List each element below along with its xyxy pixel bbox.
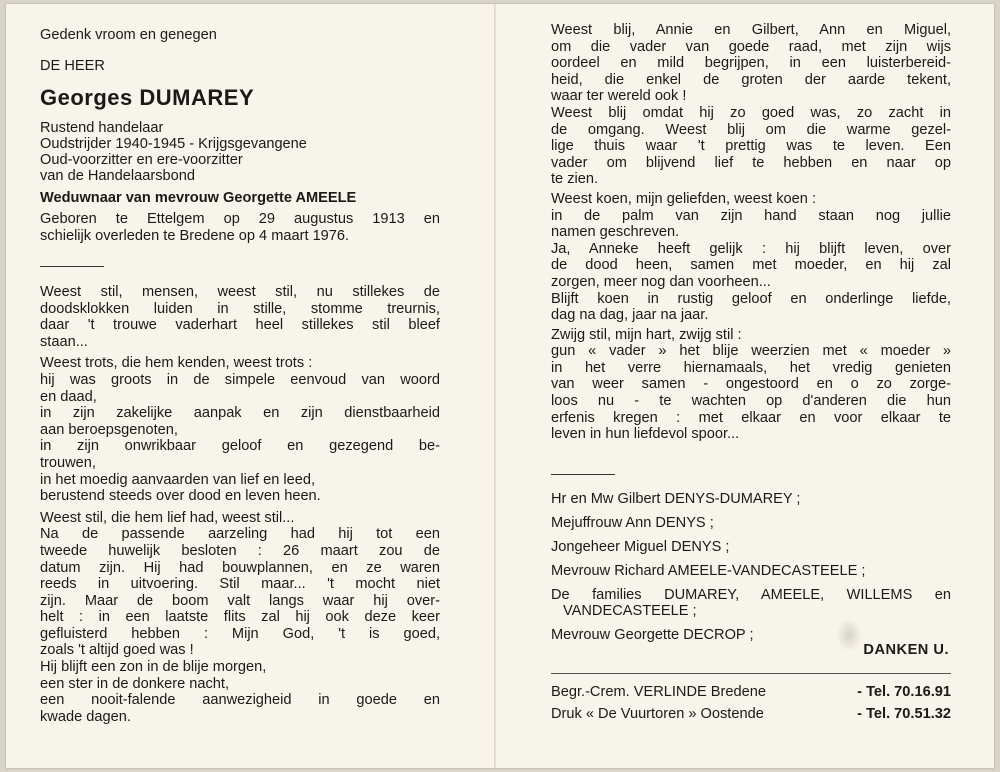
poem-line: zijn. Maar de boom valt langs waar hij over- — [40, 592, 440, 609]
poem-line: erfenis kregen : met elkaar en voor elkaar te — [551, 409, 951, 426]
footer-left — [551, 684, 766, 700]
footer-place: Oostende — [700, 706, 764, 722]
poem-line: van weer samen - ongestoord en o zo zorge- — [551, 376, 951, 393]
family-list — [551, 491, 951, 643]
footer-phone: - Tel. 70.51.32 — [857, 706, 951, 722]
poem-line: dag na dag, jaar na jaar. — [551, 307, 709, 324]
stanza — [551, 327, 951, 443]
footer-line-undertaker — [551, 684, 951, 700]
poem-line: te zien. — [551, 171, 599, 188]
widower-line: Weduwnaar van mevrouw Georgette AMEELE — [40, 190, 357, 206]
poem-line: staan... — [40, 333, 88, 350]
poem-line: in de palm van zijn hand staan nog jullie — [551, 207, 951, 224]
footer-prefix: Begr.-Crem. — [551, 684, 630, 700]
footer-company: VERLINDE — [633, 684, 707, 700]
poem-line: gun « vader » het blije weerzien met « moeder » — [551, 343, 951, 360]
poem-line: berustend steeds over dood en leven heen. — [40, 488, 321, 505]
poem-line: loos nu - te wachten op d'anderen die hun — [551, 393, 951, 410]
title-prefix: DE HEER — [40, 58, 105, 74]
left-poem — [40, 284, 440, 725]
footer-prefix: Druk — [551, 706, 582, 722]
family-line: Mejuffrouw Ann DENYS ; — [551, 515, 714, 531]
footer-rule — [551, 673, 951, 674]
poem-line: leven in hun liefdevol spoor... — [551, 426, 740, 443]
poem-line: een nooit-falende aanwezigheid in goede en — [40, 692, 440, 709]
poem-line: zorgen, meer nog dan voorheen... — [551, 273, 771, 290]
stanza — [40, 510, 440, 726]
poem-line: Weest blij omdat hij zo goed was, zo zacht in — [551, 104, 951, 121]
poem-line: namen geschreven. — [551, 224, 680, 241]
poem-line: en daad, — [40, 388, 97, 405]
right-poem — [551, 22, 951, 443]
poem-line: trouwen, — [40, 454, 96, 471]
poem-line: gefluisterd hebben : Mijn God, 't is goed, — [40, 625, 440, 642]
family-line: Mevrouw Richard AMEELE-VANDECASTEELE ; — [551, 563, 866, 579]
poem-line: Weest stil, die hem lief had, weest stil... — [40, 509, 295, 526]
poem-line: in zijn onwrikbaar geloof en gezegend be- — [40, 438, 440, 455]
stanza — [40, 355, 440, 504]
poem-line: hij was groots in de simpele eenvoud van woord — [40, 371, 440, 388]
poem-line: reeds in uitvoering. Stil maar... 't mocht niet — [40, 576, 440, 593]
poem-line: in het moedig aanvaarden van lief en leed, — [40, 471, 316, 488]
bio-line: Oudstrijder 1940-1945 - Krijgsgevangene — [40, 136, 307, 152]
poem-line: in zijn zakelijke aanpak en zijn dienstbaarheid — [40, 405, 440, 422]
poem-line: om die vader van goede raad, met zijn wijs — [551, 38, 951, 55]
poem-line: datum zijn. Hij had bouwplannen, en ze waren — [40, 559, 440, 576]
family-line: Hr en Mw Gilbert DENYS-DUMAREY ; — [551, 491, 801, 507]
poem-line: Weest blij, Annie en Gilbert, Ann en Miguel, — [551, 22, 951, 38]
poem-line: Weest stil, mensen, weest stil, nu stillekes de — [40, 284, 440, 300]
poem-line: zoals 't altijd goed was ! — [40, 642, 194, 659]
birth-line: Geboren te Ettelgem op 29 augustus 1913 en — [40, 211, 440, 227]
ink-smudge — [836, 618, 862, 652]
footer-line-printer — [551, 706, 951, 722]
poem-line: Zwijg stil, mijn hart, zwijg stil : — [551, 326, 742, 343]
poem-line: in het verre hiernamaals, het vredig genieten — [551, 359, 951, 376]
poem-line: de dood heen, samen met moeder, en hij zal — [551, 257, 951, 274]
footer-place: Bredene — [710, 684, 766, 700]
last-name: DUMAREY — [139, 85, 255, 110]
family-line: De families DUMAREY, AMEELE, WILLEMS en — [551, 587, 951, 603]
separator — [40, 266, 104, 267]
poem-line: kwade dagen. — [40, 708, 131, 725]
poem-line: Weest koen, mijn geliefden, weest koen : — [551, 190, 816, 207]
poem-line: de omgang. Weest blij om die warme gezel- — [551, 121, 951, 138]
poem-line: aan beroepsgenoten, — [40, 421, 178, 438]
first-name: Georges — [40, 85, 133, 110]
deceased-name — [40, 85, 254, 111]
footer-company: « De Vuurtoren » — [585, 706, 697, 722]
poem-line: vader om blijvend lief te hebben en naar op — [551, 154, 951, 171]
footer-phone: - Tel. 70.16.91 — [857, 684, 951, 700]
poem-line: helt : in een laatste flits zal hij ook deze keer — [40, 609, 440, 626]
stanza — [551, 191, 951, 324]
biography — [40, 120, 440, 184]
separator — [551, 474, 615, 475]
poem-line: Hij blijft een zon in de blije morgen, — [40, 659, 267, 676]
stanza — [551, 22, 951, 188]
family-line: Mevrouw Georgette DECROP ; — [551, 627, 754, 643]
family-line: VANDECASTEELE ; — [563, 603, 697, 619]
poem-line: Ja, Anneke heeft gelijk : hij blijft leven, over — [551, 240, 951, 257]
poem-line: lige thuis waar 't prettig was te leven. Een — [551, 138, 951, 155]
thanks-line: DANKEN U. — [863, 642, 949, 658]
poem-line: oordeel en mild begrijpen, in een luisterbereid- — [551, 55, 951, 72]
death-line: schielijk overleden te Bredene op 4 maart 1976. — [40, 228, 350, 244]
poem-line: heid, die enkel de groten der aarde tekent, — [551, 71, 951, 88]
footer-left — [551, 706, 764, 722]
poem-line: waar ter wereld ook ! — [551, 88, 687, 105]
stanza — [40, 284, 440, 350]
bio-line: Oud-voorzitter en ere-voorzitter — [40, 152, 243, 168]
bio-line: van de Handelaarsbond — [40, 168, 195, 184]
poem-line: Weest trots, die hem kenden, weest trots : — [40, 355, 313, 372]
poem-line: Blijft koen in rustig geloof en onderlinge liefde, — [551, 290, 951, 307]
poem-line: tweede huwelijk besloten : 26 maart zou de — [40, 542, 440, 559]
poem-line: een ster in de donkere nacht, — [40, 675, 230, 692]
card-fold — [494, 4, 496, 768]
poem-line: doodsklokken luiden in stille, stomme treurnis, — [40, 300, 440, 317]
poem-line: Na de passende aarzeling had hij tot een — [40, 526, 440, 543]
bio-line: Rustend handelaar — [40, 120, 164, 136]
poem-line: daar 't trouwe vaderhart heel stillekes stil bleef — [40, 317, 440, 334]
family-line: Jongeheer Miguel DENYS ; — [551, 539, 730, 555]
birth-death — [40, 211, 440, 245]
opening-line: Gedenk vroom en genegen — [40, 27, 217, 43]
